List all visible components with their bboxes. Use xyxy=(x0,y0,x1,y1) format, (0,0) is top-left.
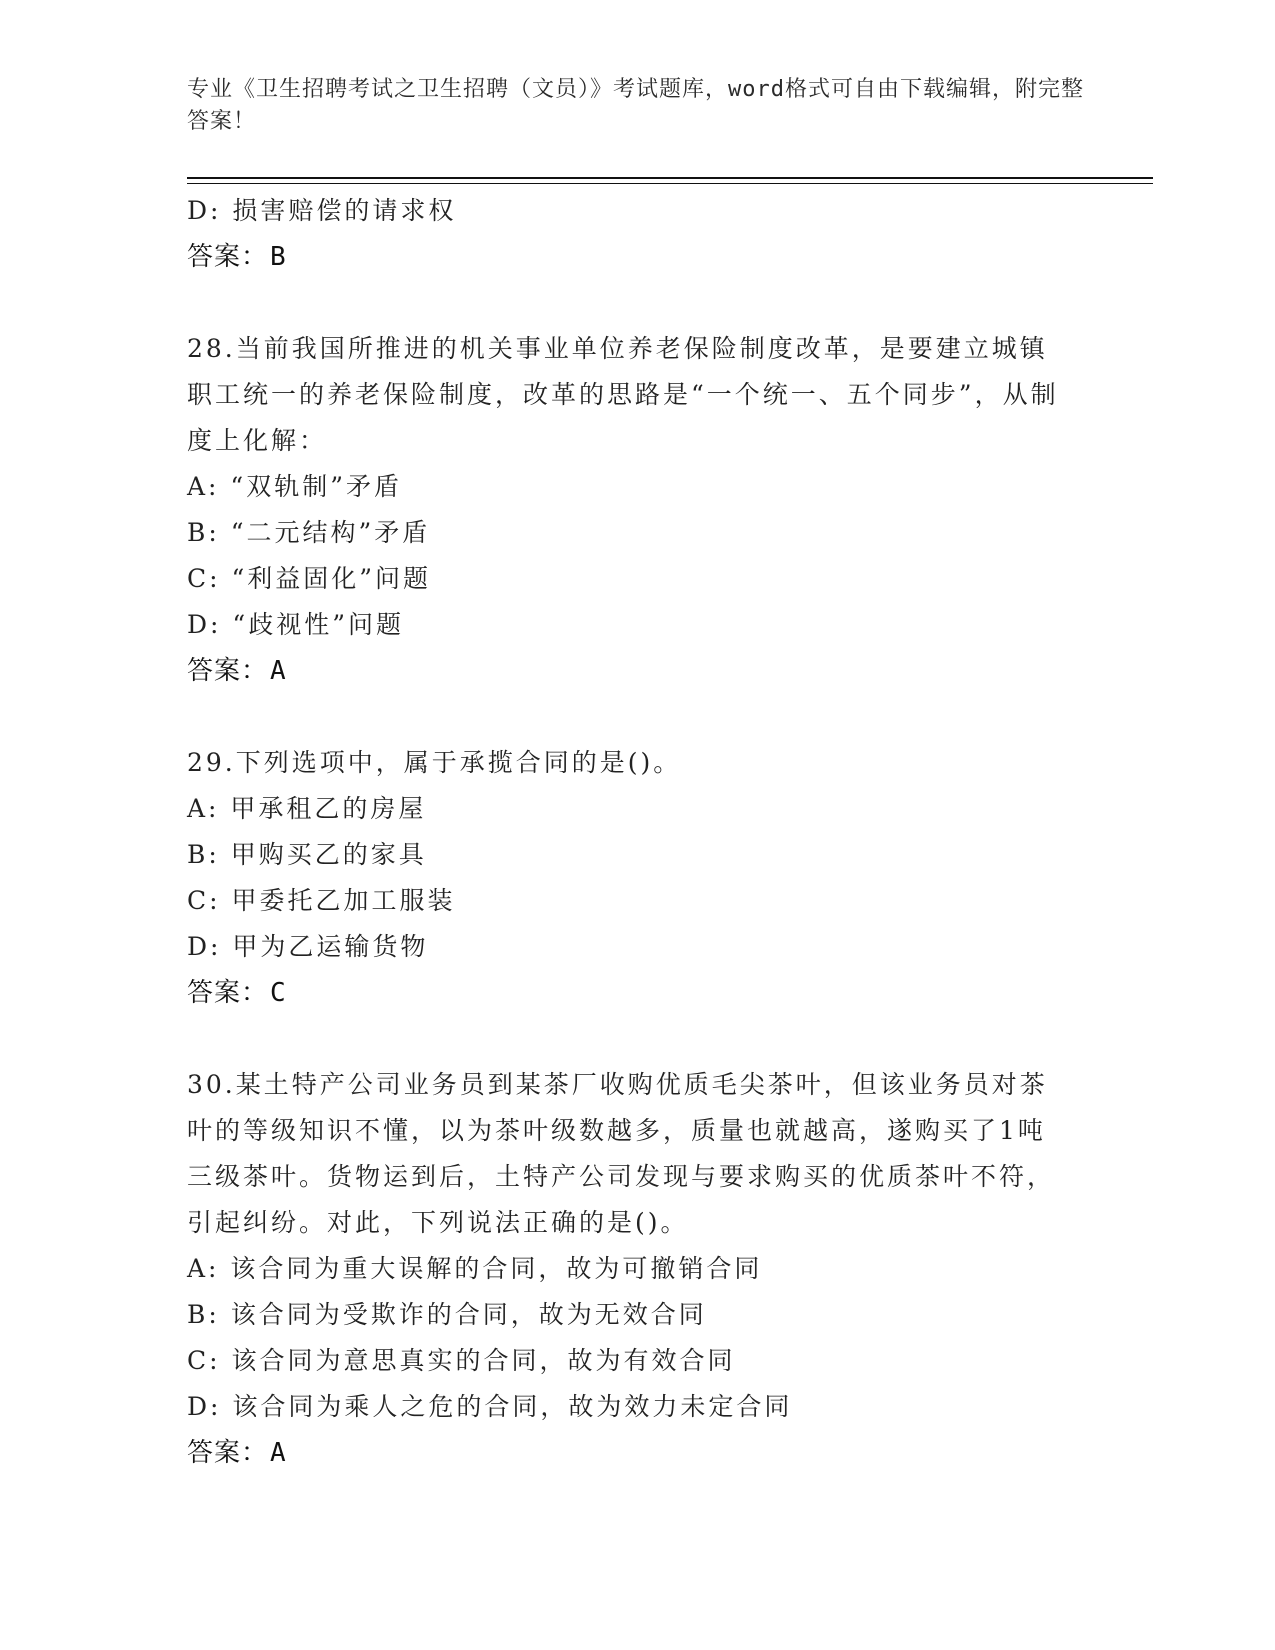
question-30-option-d: D: 该合同为乘人之危的合同，故为效力未定合同 xyxy=(187,1392,793,1421)
header-divider-thick xyxy=(187,177,1153,179)
question-content xyxy=(187,188,1087,1476)
question-28-answer xyxy=(187,648,1087,694)
answer-value: B xyxy=(270,242,287,272)
page-header: 专业《卫生招聘考试之卫生招聘（文员）》考试题库，word格式可自由下载编辑，附完整答案！ xyxy=(187,77,1084,134)
answer-label: 答案： xyxy=(187,978,269,1008)
question-29-option-a: A: 甲承租乙的房屋 xyxy=(187,794,427,823)
answer-value: C xyxy=(270,978,287,1008)
question-28-option-d: D: “歧视性”问题 xyxy=(187,610,404,639)
question-28-option-a: A: “双轨制”矛盾 xyxy=(187,472,402,501)
header-divider-thin xyxy=(187,183,1153,184)
answer-label: 答案： xyxy=(187,242,269,272)
question-30-option-b: B: 该合同为受欺诈的合同，故为无效合同 xyxy=(187,1300,707,1329)
answer-label: 答案： xyxy=(187,656,269,686)
prev-option-d: D: 损害赔偿的请求权 xyxy=(187,196,457,225)
question-28-option-c: C: “利益固化”问题 xyxy=(187,564,432,593)
question-29-text: 29.下列选项中，属于承揽合同的是()。 xyxy=(187,748,682,777)
question-30-option-a: A: 该合同为重大误解的合同，故为可撤销合同 xyxy=(187,1254,763,1283)
question-30-answer xyxy=(187,1430,1087,1476)
question-28-text: 28.当前我国所推进的机关事业单位养老保险制度改革，是要建立城镇职工统一的养老保险制度，改革的思路是“一个统一、五个同步”，从制度上化解： xyxy=(187,334,1059,455)
answer-label: 答案： xyxy=(187,1438,269,1468)
question-28-option-b: B: “二元结构”矛盾 xyxy=(187,518,431,547)
question-29-option-d: D: 甲为乙运输货物 xyxy=(187,932,429,961)
prev-answer xyxy=(187,234,1087,280)
answer-value: A xyxy=(270,1438,287,1468)
question-29-option-b: B: 甲购买乙的家具 xyxy=(187,840,427,869)
question-30-text: 30.某土特产公司业务员到某茶厂收购优质毛尖茶叶，但该业务员对茶叶的等级知识不懂，以为茶叶级数越多，质量也就越高，遂购买了1吨三级茶叶。货物运到后，土特产公司发现与要求购买的优质茶叶不符，引起纠纷。对此，下列说法正确的是()。 xyxy=(187,1070,1056,1237)
question-29-answer xyxy=(187,970,1087,1016)
question-30-option-c: C: 该合同为意思真实的合同，故为有效合同 xyxy=(187,1346,736,1375)
answer-value: A xyxy=(270,656,287,686)
question-29-option-c: C: 甲委托乙加工服装 xyxy=(187,886,456,915)
